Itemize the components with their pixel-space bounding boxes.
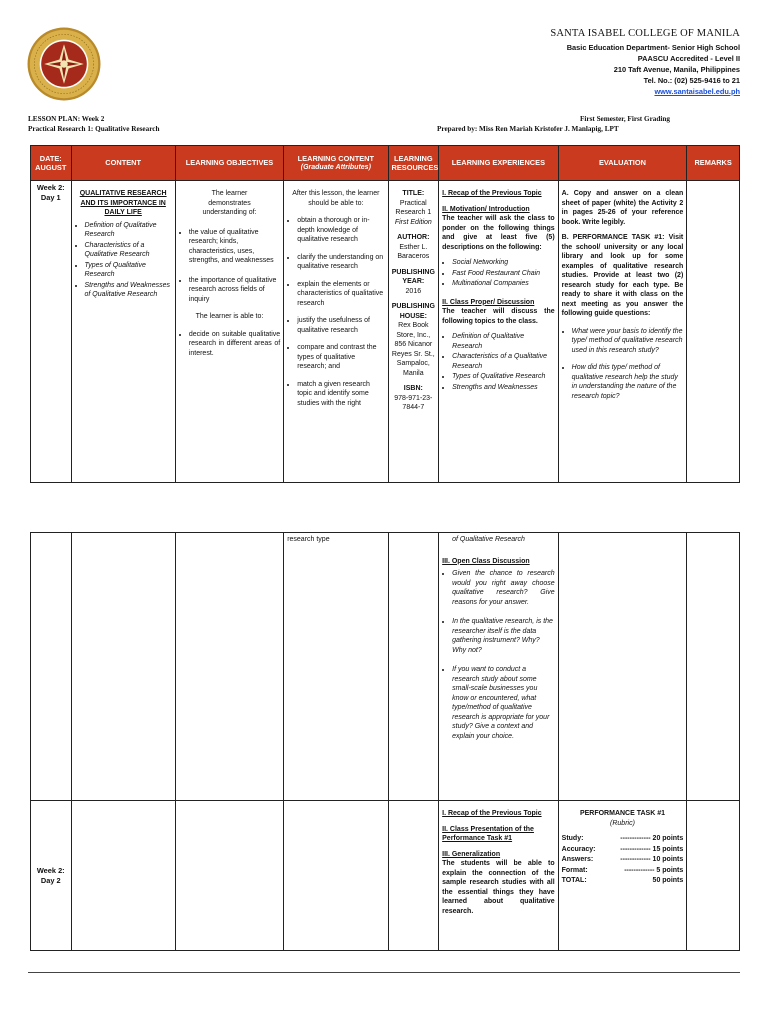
- exp-discussion-title: II. Class Proper/ Discussion: [442, 298, 535, 306]
- exp-discussion-item: • Definition of Qualitative Research: [452, 332, 555, 351]
- rubric-label: Accuracy:: [561, 845, 596, 853]
- eval-a: A. Copy and answer on a clean sheet of paper (white) the Activity 2 in pages 25-26 of your reference book. Write legibly.: [561, 190, 684, 226]
- day1-remarks: [687, 181, 740, 483]
- exp-open-question: • In the qualitative research, is the researcher itself is the data gathering instrument? Why? Why not?: [452, 617, 555, 655]
- eval-question: • What were your basis to identify the type/ method of qualitative research used in this research study?: [572, 327, 684, 356]
- day1-experiences: [439, 181, 559, 483]
- exp-motivation-item: • Fast Food Restaurant Chain: [452, 269, 555, 279]
- rubric-label: Study:: [561, 835, 584, 842]
- day2-exp-generalization-text: The students will be able to explain the connection of the sample research studies with all the essential things they have learned about qualitative research.: [442, 860, 555, 915]
- rubric-points: ------------- 20 points: [620, 835, 684, 842]
- prepared-by: Prepared by: Miss Ren Mariah Kristofer J. Manlapig, LPT: [437, 125, 619, 133]
- exp-motivation-item: • Multinational Companies: [452, 279, 555, 289]
- college-seal-icon: [26, 26, 102, 102]
- res-isbn: 978-971-23-7844-7: [394, 394, 433, 411]
- exp-motivation-title: II. Motivation/ Introduction: [442, 205, 530, 213]
- day2-objectives: [175, 801, 283, 951]
- cont-resources: [388, 533, 439, 801]
- letterhead: [0, 0, 768, 110]
- content-title: QUALITATIVE RESEARCH AND ITS IMPORTANCE IN DAILY LIFE: [79, 190, 167, 216]
- header-learning-content-sub: (Graduate Attributes): [300, 164, 371, 171]
- exp-motivation-item: • Social Networking: [452, 258, 555, 268]
- day2-exp-generalization-title: III. Generalization: [442, 850, 501, 858]
- lesson-meta-left: [28, 114, 159, 134]
- school-details: [567, 42, 740, 97]
- cont-learning-content: [284, 533, 388, 801]
- telephone: Tel. No.: (02) 525-9416 to 21: [643, 76, 740, 85]
- content-item: • Characteristics of a Qualitative Research: [85, 241, 172, 260]
- header-learning-content-label: LEARNING CONTENT: [297, 153, 375, 163]
- exp-motivation-text: The teacher will ask the class to ponder on the following things and give at least five (5) descriptions on the following:: [442, 215, 555, 251]
- header-content: CONTENT: [71, 146, 175, 181]
- subject-title: Practical Research 1: Qualitative Research: [28, 125, 160, 133]
- res-isbn-label: ISBN:: [403, 385, 423, 392]
- res-author-label: AUTHOR:: [397, 234, 430, 241]
- res-edition: First Edition: [394, 218, 432, 226]
- res-year-label: PUBLISHING YEAR:: [391, 268, 435, 285]
- department: Basic Education Department- Senior High School: [566, 43, 740, 52]
- content-item: • Definition of Qualitative Research: [85, 221, 172, 240]
- lesson-plan-table: [30, 145, 740, 483]
- day2-exp-recap-title: I. Recap of the Previous Topic: [442, 810, 542, 817]
- exp-open-question: • If you want to conduct a research study about some small-scale businesses you know or encountered, what type/method of qualitative research is appropriate for your study? Give a context and explain your choice.: [452, 665, 555, 741]
- day1-learning-content: [284, 181, 388, 483]
- exp-open-discussion-title: III. Open Class Discussion: [442, 557, 530, 565]
- table-header-row: [31, 146, 740, 181]
- day2-evaluation: [558, 801, 687, 951]
- day2-resources: [388, 801, 439, 951]
- res-author: Esther L. Baraceros: [397, 243, 430, 260]
- table-row-day1: [31, 181, 740, 483]
- rubric-list: [562, 834, 684, 886]
- exp-discussion-item: • Strengths and Weaknesses: [452, 383, 555, 393]
- lesson-plan-table-continued: [30, 532, 740, 951]
- cont-content: [71, 533, 175, 801]
- rubric-points: 50 points: [652, 877, 684, 884]
- day2-date: Week 2: Day 2: [31, 801, 72, 951]
- day2-exp-presentation-title: II. Class Presentation of the Performance Task #1: [442, 825, 534, 842]
- cont-evaluation: [558, 533, 687, 801]
- lc-item: • clarify the understanding on qualitative research: [297, 253, 384, 272]
- objective-able-item: • decide on suitable qualitative research in different areas of interest.: [189, 330, 280, 359]
- lc-item: • explain the elements or characteristics of qualitative research: [297, 280, 384, 309]
- day1-evaluation: [558, 181, 687, 483]
- res-title-label: TITLE:: [402, 190, 425, 197]
- content-item: • Types of Qualitative Research: [85, 261, 172, 280]
- res-title: Practical Research 1: [395, 199, 432, 216]
- exp-recap-title: I. Recap of the Previous Topic: [442, 190, 542, 197]
- address: 210 Taft Avenue, Manila, Philippines: [613, 65, 740, 74]
- lesson-plan-week: LESSON PLAN: Week 2: [28, 115, 105, 123]
- footer-divider: [28, 972, 740, 973]
- header-objectives: LEARNING OBJECTIVES: [175, 146, 283, 181]
- exp-discussion-continued: of Qualitative Research: [452, 536, 525, 543]
- objective-item: • the importance of qualitative research across fields of inquiry: [189, 276, 280, 305]
- rubric-title: PERFORMANCE TASK #1: [579, 810, 665, 817]
- cont-experiences: [439, 533, 559, 801]
- header-date: DATE: AUGUST: [31, 146, 72, 181]
- accreditation: PAASCU Accredited - Level II: [637, 54, 740, 63]
- rubric-label: Answers:: [561, 856, 594, 863]
- day2-remarks: [687, 801, 740, 951]
- header-evaluation: EVALUATION: [558, 146, 687, 181]
- semester: First Semester, First Grading: [580, 115, 670, 123]
- exp-discussion-item: • Characteristics of a Qualitative Research: [452, 352, 555, 371]
- header-resources: LEARNING RESOURCES: [388, 146, 439, 181]
- table-row-day1-continued: [31, 533, 740, 801]
- rubric-label: Format:: [561, 866, 588, 874]
- school-name: SANTA ISABEL COLLEGE OF MANILA: [550, 28, 740, 39]
- day1-objectives: [175, 181, 283, 483]
- rubric-points: ------------- 5 points: [624, 866, 684, 874]
- res-year: 2016: [405, 287, 422, 295]
- lc-item: • match a given research topic and identify some studies with the right: [297, 380, 384, 409]
- cont-objectives: [175, 533, 283, 801]
- objectives-intro: The learner demonstrates understanding of:: [202, 190, 257, 216]
- day1-date: Week 2: Day 1: [31, 181, 72, 483]
- day1-resources: [388, 181, 439, 483]
- exp-open-question: • Given the chance to research would you right away choose qualitative research? Give reasons for your answer.: [452, 569, 555, 607]
- cont-remarks: [687, 533, 740, 801]
- rubric-subtitle: (Rubric): [610, 819, 635, 827]
- res-house-label: PUBLISHING HOUSE:: [391, 303, 435, 320]
- eval-question: • How did this type/ method of qualitative research help the study in understanding the nature of the research topic?: [572, 363, 684, 401]
- header-learning-content: [284, 146, 388, 181]
- objectives-able: The learner is able to:: [195, 313, 264, 320]
- eval-b: B. PERFORMANCE TASK #1: Visit the school/ university or any local library and look up for some examples of qualitative research studies. Provide at least two (2) research study for each type. Be ready to share it with class on the next meeting as you answer the following guide questions:: [561, 234, 684, 317]
- day2-content: [71, 801, 175, 951]
- res-house: Rex Book Store, Inc., 856 Nicanor Reyes Sr. St., Sampaloc, Manila: [391, 322, 435, 377]
- exp-discussion-text: The teacher will discuss the following topics to the class.: [442, 308, 555, 325]
- website-link[interactable]: www.santaisabel.edu.ph: [654, 87, 740, 96]
- lc-item: • compare and contrast the types of qualitative research; and: [297, 343, 384, 372]
- lc-item: • justify the usefulness of qualitative research: [297, 316, 384, 335]
- header-experiences: LEARNING EXPERIENCES: [439, 146, 559, 181]
- table-row-day2: [31, 801, 740, 951]
- header-remarks: REMARKS: [687, 146, 740, 181]
- day2-learning-content: [284, 801, 388, 951]
- lc-continued: research type: [287, 536, 330, 543]
- content-item: • Strengths and Weaknesses of Qualitative Research: [85, 281, 172, 300]
- rubric-points: ------------- 15 points: [620, 845, 684, 853]
- lc-item: • obtain a thorough or in-depth knowledge of qualitative research: [297, 216, 384, 245]
- exp-discussion-item: • Types of Qualitative Research: [452, 372, 555, 382]
- rubric-label: TOTAL:: [561, 877, 587, 884]
- day2-experiences: [439, 801, 559, 951]
- objective-item: • the value of qualitative research; kinds, characteristics, uses, strengths, and weaknesses: [189, 228, 280, 266]
- lc-intro: After this lesson, the learner should be able to:: [292, 190, 380, 207]
- rubric-points: ------------- 10 points: [620, 856, 684, 863]
- day1-content: [71, 181, 175, 483]
- cont-date: [31, 533, 72, 801]
